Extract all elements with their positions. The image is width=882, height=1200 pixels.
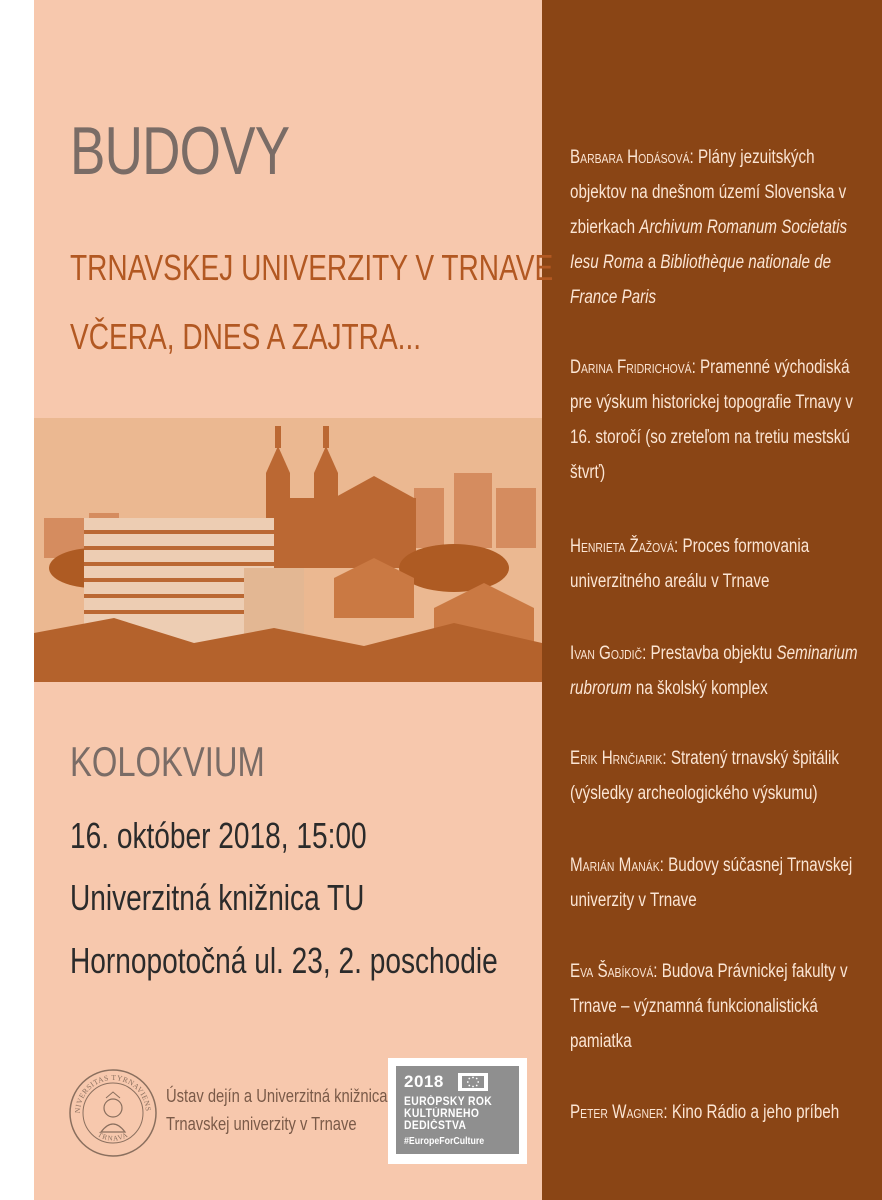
talk-item [570, 1095, 858, 1130]
event-type: KOLOKVIUM [70, 738, 265, 785]
event-place: Univerzitná knižnica TU [70, 877, 365, 918]
event-date: 16. október 2018, 15:00 [70, 815, 367, 856]
eyh-logo-box [396, 1066, 519, 1154]
talk-text: na školský komplex [631, 678, 768, 699]
eyh-year: 2018 [404, 1072, 444, 1091]
talk-text: a [643, 252, 661, 273]
institution-line-2: Trnavskej univerzity v Trnave [166, 1114, 357, 1134]
talk-text: Plány jezuitských objektov na dnešnom území Slovenska v zbierkach [570, 147, 847, 238]
poster-subtitle-line-2: VČERA, DNES A ZAJTRA... [70, 316, 422, 357]
talk-item [570, 954, 858, 1059]
talk-italic-title: Bibliothèque nationale de France Paris [570, 252, 832, 308]
talk-text: Pramenné východiská pre výskum historickej topografie Trnavy v 16. storočí (so zreteľom na tretiu mestskú štvrť) [570, 357, 853, 483]
talk-italic-title: Seminarium rubrorum [570, 643, 858, 699]
event-address: Hornopotočná ul. 23, 2. poschodie [70, 940, 498, 981]
talk-item [570, 140, 858, 315]
talk-item [570, 741, 858, 811]
talk-item [570, 529, 858, 599]
poster-title: BUDOVY [70, 113, 290, 189]
talk-speaker: Eva Šabíková: [570, 961, 658, 982]
talk-text: Prestavba objektu [646, 643, 777, 664]
talk-text: Proces formovania univerzitného areálu v Trnave [570, 536, 810, 592]
talk-speaker: Marián Manák: [570, 855, 664, 876]
talk-item [570, 636, 858, 706]
institution-line-1: Ústav dejín a Univerzitná knižnica [166, 1086, 388, 1106]
svg-text:UNIVERSITAS TYRNAVIENSIS [68, 1068, 153, 1114]
eyh-line-3: DEDIČSTVA [404, 1120, 467, 1132]
seal-city: TRNAVA [96, 1130, 130, 1143]
talk-speaker: Barbara Hodásová: [570, 147, 694, 168]
eyh-hashtag: #EuropeForCulture [404, 1136, 485, 1147]
eu-flag-icon [458, 1073, 488, 1091]
talk-speaker: Henrieta Žažová: [570, 536, 679, 557]
talk-text: Budova Právnickej fakulty v Trnave – významná funkcionalistická pamiatka [570, 961, 848, 1052]
eyh-line-1: EURÓPSKY ROK [404, 1096, 493, 1108]
eyh-line-2: KULTÚRNEHO [404, 1108, 480, 1120]
seal-inscription: NIVERSITAS TYRNAVIENS [72, 1072, 154, 1114]
european-heritage-year-logo [388, 1058, 527, 1164]
talk-item [570, 848, 858, 918]
talk-speaker: Erik Hrnčiarik: [570, 748, 667, 769]
talk-text: Kino Rádio a jeho príbeh [667, 1102, 840, 1123]
university-seal-icon [68, 1068, 158, 1158]
talk-text: Budovy súčasnej Trnavskej univerzity v Trnave [570, 855, 853, 911]
talk-item [570, 350, 858, 490]
talk-speaker: Peter Wagner: [570, 1102, 668, 1123]
poster-subtitle-line-1: TRNAVSKEJ UNIVERZITY V TRNAVE [70, 247, 554, 288]
talk-text: Stratený trnavský špitálik (výsledky archeologického výskumu) [570, 748, 839, 804]
talk-italic-title: Archivum Romanum Societatis Iesu Roma [570, 217, 848, 273]
talk-speaker: Ivan Gojdič: [570, 643, 647, 664]
talk-speaker: Darina Fridrichová: [570, 357, 696, 378]
campus-photo [34, 418, 542, 682]
